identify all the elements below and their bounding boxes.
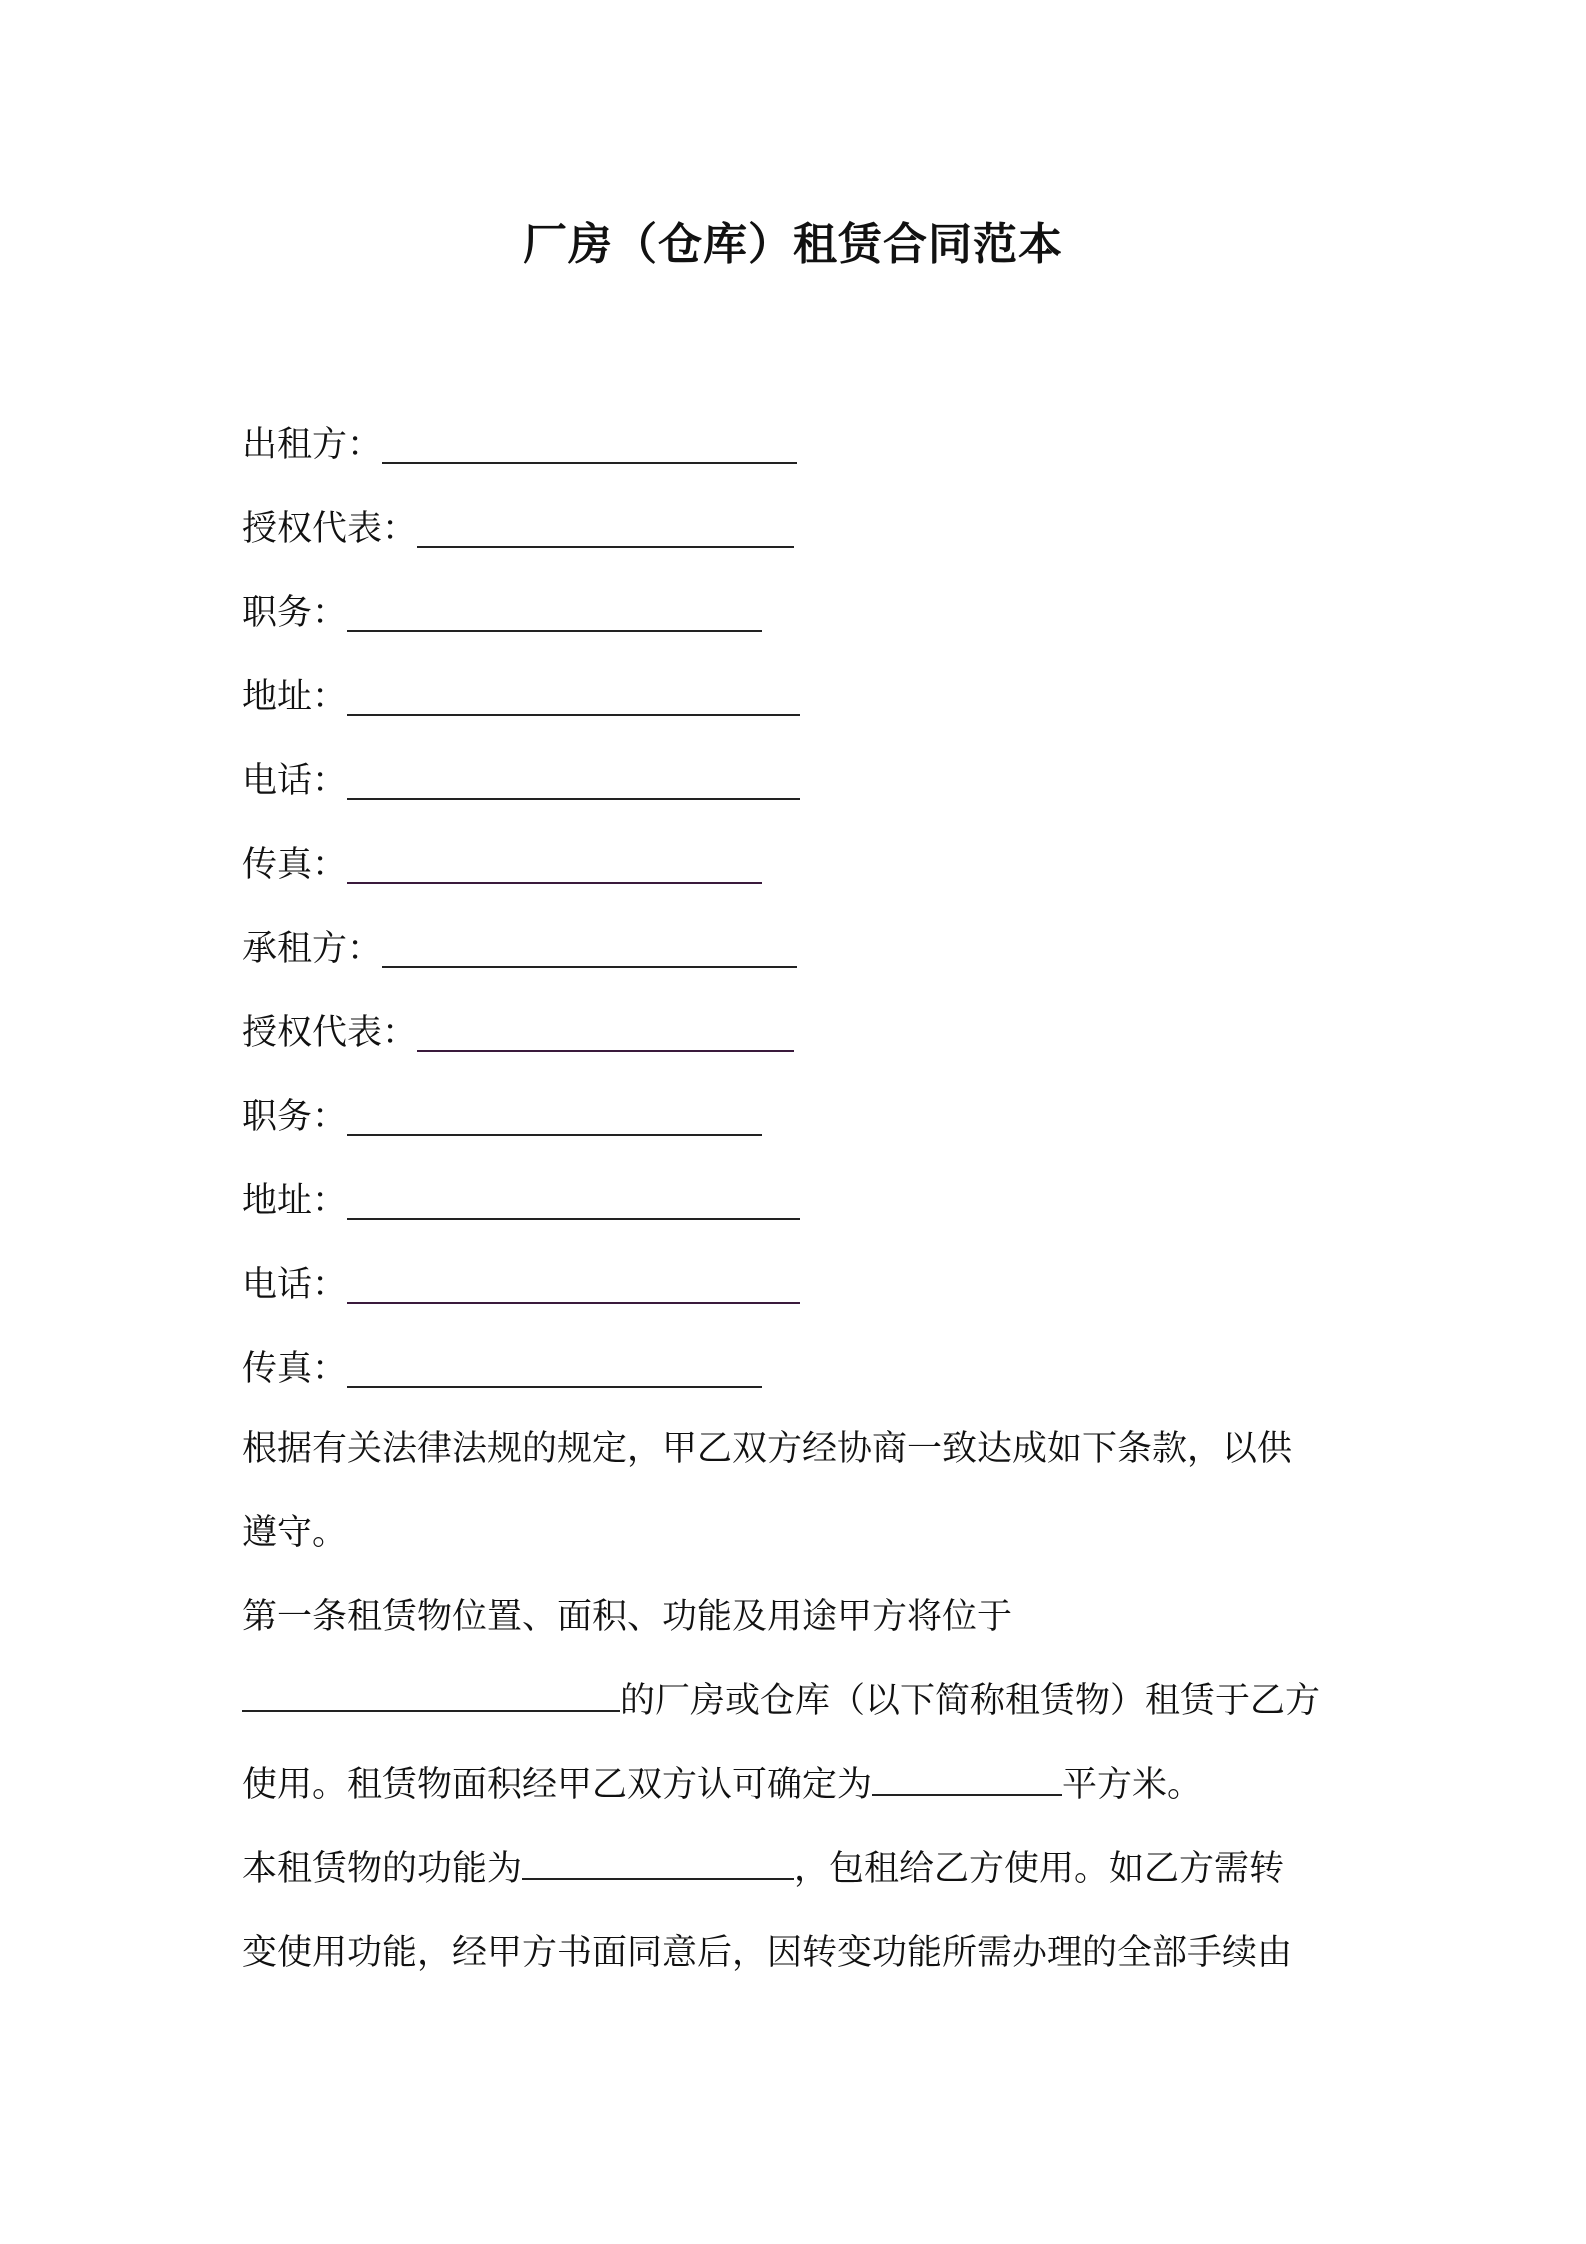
- article-1-line-2: [242, 1676, 1357, 1726]
- location-blank[interactable]: [242, 1710, 620, 1712]
- lessee-fax-blank[interactable]: [347, 1386, 762, 1388]
- lessee-position-label: 职务：: [242, 1097, 348, 1137]
- lessee-position-blank[interactable]: [347, 1134, 762, 1136]
- article-1-line-3-text-b: 平方米。: [1062, 1765, 1203, 1805]
- lessor-phone-field: [242, 746, 800, 806]
- lessor-position-label: 职务：: [242, 593, 348, 633]
- article-1-line-4-text-a: 本租赁物的功能为: [242, 1849, 523, 1889]
- article-1-line-3: [242, 1760, 1357, 1810]
- lessor-rep-label: 授权代表：: [242, 509, 418, 549]
- lessee-rep-field: [242, 998, 794, 1058]
- article-1-line-4-text-b: ，包租给乙方使用。如乙方需转: [794, 1849, 1285, 1889]
- lessor-position-field: [242, 578, 762, 638]
- article-1-line-4: [242, 1844, 1357, 1894]
- lessor-address-label: 地址：: [242, 677, 348, 717]
- lessee-phone-field: [242, 1250, 800, 1310]
- lessor-fax-field: [242, 830, 762, 890]
- lessor-address-field: [242, 662, 800, 722]
- article-1-line-2-text: 的厂房或仓库（以下简称租赁物）租赁于乙方: [620, 1681, 1321, 1721]
- lessee-address-blank[interactable]: [347, 1218, 800, 1220]
- lessor-rep-field: [242, 494, 794, 554]
- lessee-party-label: 承租方：: [242, 929, 383, 969]
- lessee-party-blank[interactable]: [382, 966, 797, 968]
- lessee-party-field: [242, 914, 797, 974]
- function-blank[interactable]: [522, 1878, 794, 1880]
- lessee-phone-label: 电话：: [242, 1265, 348, 1305]
- lessee-phone-blank[interactable]: [347, 1302, 800, 1304]
- lessor-phone-blank[interactable]: [347, 798, 800, 800]
- lessee-fax-label: 传真：: [242, 1349, 348, 1389]
- lessee-address-field: [242, 1166, 800, 1226]
- lessor-party-label: 出租方：: [242, 425, 383, 465]
- article-1-line-1: 第一条租赁物位置、面积、功能及用途甲方将位于: [242, 1597, 1013, 1637]
- lessor-fax-blank[interactable]: [347, 882, 762, 884]
- area-blank[interactable]: [872, 1794, 1062, 1796]
- article-1-line-5: 变使用功能，经甲方书面同意后，因转变功能所需办理的全部手续由: [242, 1933, 1293, 1973]
- lessor-rep-blank[interactable]: [417, 546, 794, 548]
- document-title: 厂房（仓库）租赁合同范本: [523, 219, 1063, 270]
- intro-line-1: 根据有关法律法规的规定，甲乙双方经协商一致达成如下条款，以供: [242, 1429, 1293, 1469]
- lessor-party-blank[interactable]: [382, 462, 797, 464]
- lessee-position-field: [242, 1082, 762, 1142]
- lessee-fax-field: [242, 1334, 762, 1394]
- lessee-rep-label: 授权代表：: [242, 1013, 418, 1053]
- lessor-phone-label: 电话：: [242, 761, 348, 801]
- lessor-address-blank[interactable]: [347, 714, 800, 716]
- lessee-address-label: 地址：: [242, 1181, 348, 1221]
- lessor-party-field: [242, 410, 797, 470]
- intro-line-2: 遵守。: [242, 1513, 348, 1553]
- lessee-rep-blank[interactable]: [417, 1050, 794, 1052]
- article-1-line-3-text-a: 使用。租赁物面积经甲乙双方认可确定为: [242, 1765, 873, 1805]
- lessor-position-blank[interactable]: [347, 630, 762, 632]
- lessor-fax-label: 传真：: [242, 845, 348, 885]
